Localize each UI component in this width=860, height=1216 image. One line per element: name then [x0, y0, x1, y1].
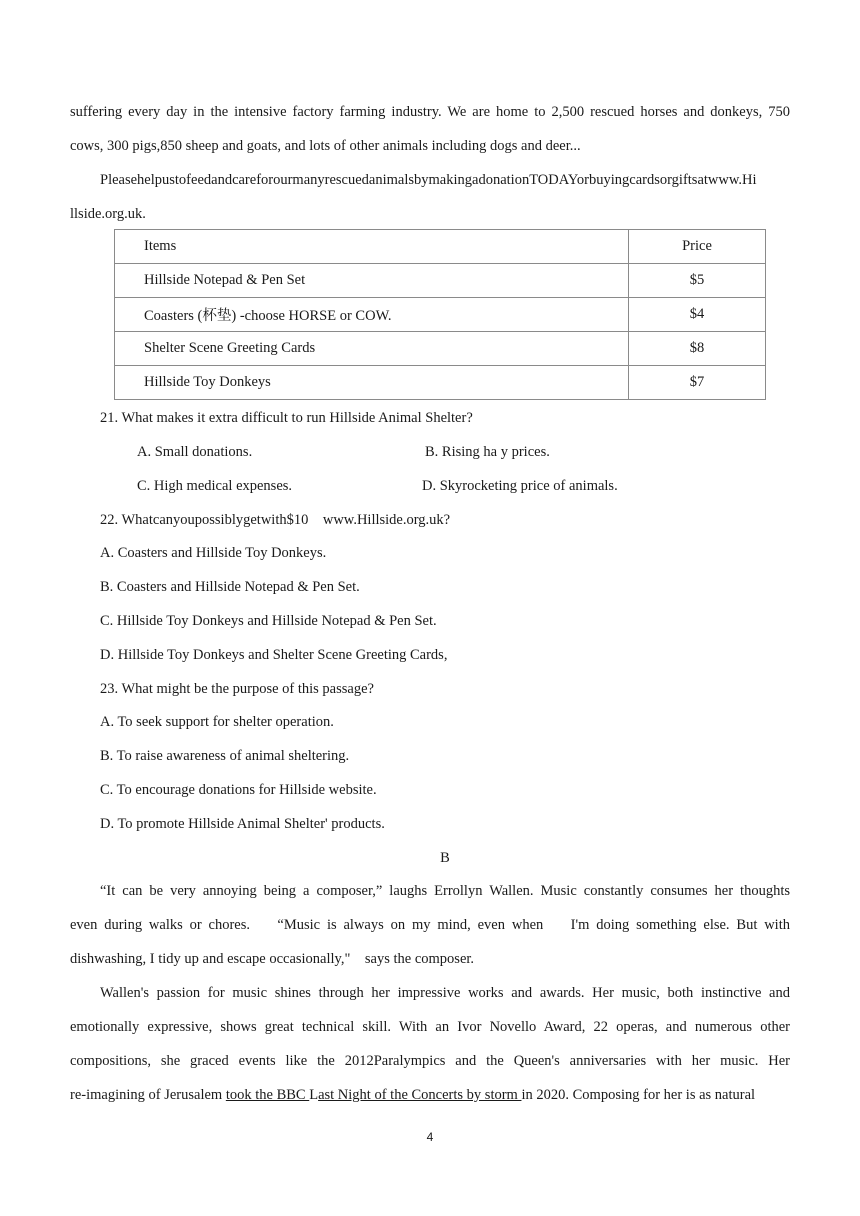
text-segment: L — [309, 1087, 319, 1103]
header-items: Items — [115, 230, 629, 264]
section-heading: B — [440, 850, 450, 866]
paragraph-1-line-1: “It can be very annoying being a composer,” laughs Errollyn Wallen. Music constantly consumes her thoughts — [100, 883, 790, 899]
option-d: D. Hillside Toy Donkeys and Shelter Scene Greeting Cards, — [100, 647, 448, 663]
paragraph-2-line-2: emotionally expressive, shows great technical skill. With an Ivor Novello Award, 22 operas, and numerous other — [70, 1019, 790, 1035]
intro-line-3: PleasehelpustofeedandcareforourmanyrescuedanimalsbymakingadonationTODAYorbuyingcardsorgiftsatwww.Hi — [100, 172, 757, 188]
table-row — [115, 332, 766, 366]
option-a: A. Small donations. — [137, 444, 253, 460]
option-d: D. To promote Hillside Animal Shelter' products. — [100, 816, 385, 832]
option-b: B. To raise awareness of animal sheltering. — [100, 748, 350, 764]
option-c: C. High medical expenses. — [137, 478, 293, 494]
text-segment: re-imagining of Jerusalem — [70, 1087, 226, 1103]
intro-line-2: cows, 300 pigs,850 sheep and goats, and lots of other animals including dogs and deer... — [70, 138, 581, 154]
price-cell: $4 — [629, 298, 766, 332]
underlined-phrase: ast Night of the Concerts by storm — [318, 1087, 522, 1103]
option-b: B. Rising ha y prices. — [425, 444, 550, 460]
paragraph-2-line-1: Wallen's passion for music shines through her impressive works and awards. Her music, both instinctive and — [100, 985, 790, 1001]
page-number: 4 — [426, 1130, 434, 1144]
option-a: A. Coasters and Hillside Toy Donkeys. — [100, 545, 327, 561]
price-cell: $7 — [629, 366, 766, 400]
option-c: C. Hillside Toy Donkeys and Hillside Notepad & Pen Set. — [100, 613, 437, 629]
option-b: B. Coasters and Hillside Notepad & Pen Set. — [100, 579, 360, 595]
option-c: C. To encourage donations for Hillside website. — [100, 782, 377, 798]
paragraph-1-line-3: dishwashing, I tidy up and escape occasionally," says the composer. — [70, 951, 475, 967]
header-price: Price — [629, 230, 766, 264]
paragraph-2-line-3: compositions, she graced events like the 2012Paralympics and the Queen's anniversaries with her music. Her — [70, 1053, 790, 1069]
paragraph-1-line-2: even during walks or chores. “Music is always on my mind, even when I'm doing something else. But with — [70, 917, 790, 933]
table-row — [115, 264, 766, 298]
item-cell: Hillside Notepad & Pen Set — [115, 264, 629, 298]
text-segment: in 2020. Composing for her is as natural — [521, 1087, 756, 1103]
question-text: 21. What makes it extra difficult to run Hillside Animal Shelter? — [100, 410, 473, 426]
intro-line-1: suffering every day in the intensive factory farming industry. We are home to 2,500 rescued horses and donkeys, 750 — [70, 104, 790, 120]
intro-line-4: llside.org.uk. — [70, 206, 146, 222]
item-cell: Hillside Toy Donkeys — [115, 366, 629, 400]
item-cell: Coasters (杯垫) -choose HORSE or COW. — [115, 298, 629, 332]
paragraph-2-line-4 — [70, 1085, 755, 1105]
option-d: D. Skyrocketing price of animals. — [422, 478, 618, 494]
price-cell: $5 — [629, 264, 766, 298]
table-row — [115, 366, 766, 400]
question-text: 22. Whatcanyoupossiblygetwith$10 www.Hillside.org.uk? — [100, 512, 451, 528]
option-a: A. To seek support for shelter operation. — [100, 714, 334, 730]
item-cell: Shelter Scene Greeting Cards — [115, 332, 629, 366]
price-cell: $8 — [629, 332, 766, 366]
price-table — [114, 229, 766, 400]
question-text: 23. What might be the purpose of this passage? — [100, 681, 374, 697]
table-header-row — [115, 230, 766, 264]
underlined-phrase: took the BBC — [225, 1087, 310, 1103]
table-row — [115, 298, 766, 332]
